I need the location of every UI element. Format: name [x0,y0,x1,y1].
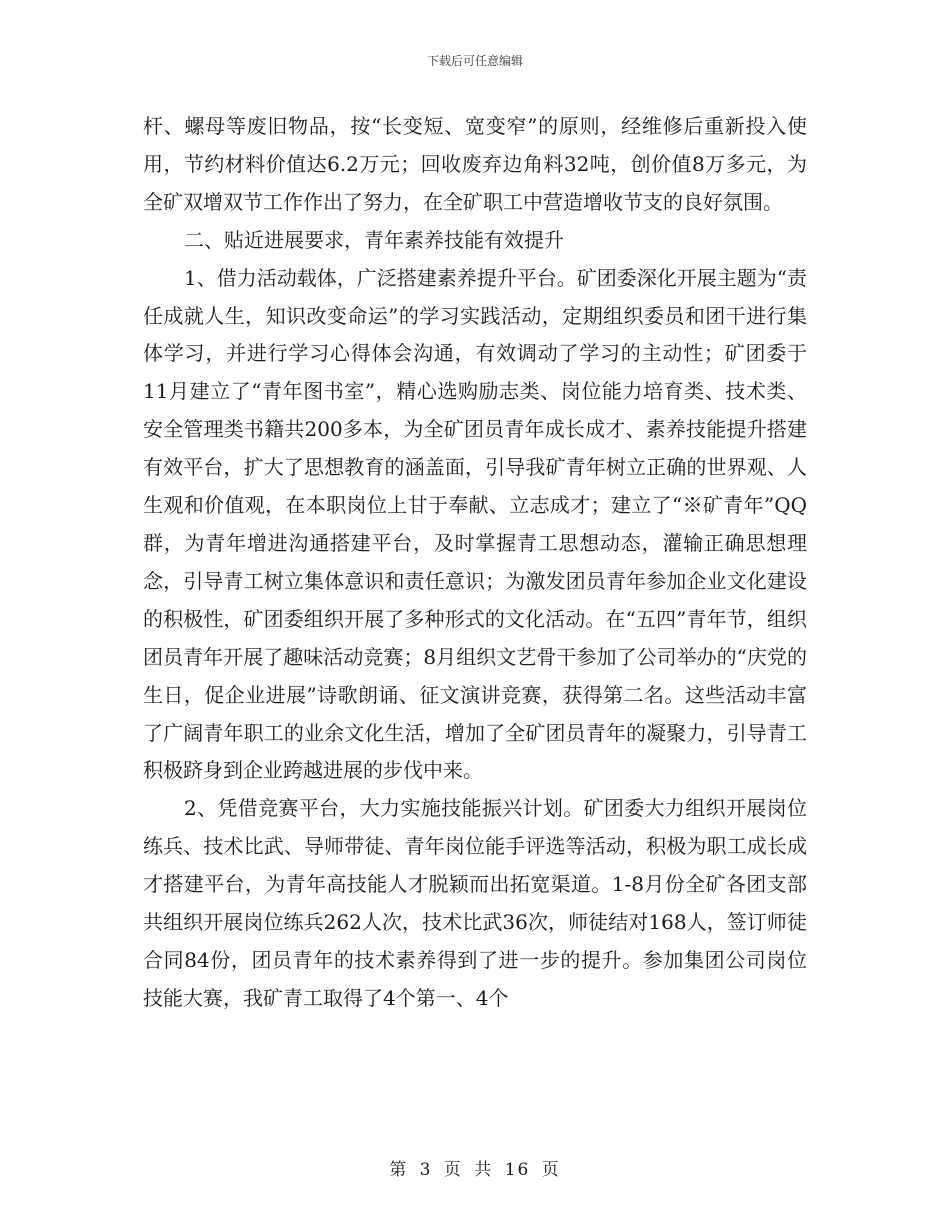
paragraph-skill-competition: 2、凭借竞赛平台，大力实施技能振兴计划。矿团委大力组织开展岗位练兵、技术比武、导师带徒、青年岗位能手评选等活动，积极为职工成长成才搭建平台，为青年高技能人才脱颖而出拓宽渠道。1-8月份全矿各团支部共组织开展岗位练兵262人次，技术比武36次，师徒结对168人，签订师徒合同84份，团员青年的技术素养得到了进一步的提升。参加集团公司岗位技能大赛，我矿青工取得了4个第一、4个 [143,796,807,1010]
document-body [143,108,807,1018]
page-header: 下载后可任意编辑 [426,54,523,68]
section-heading: 二、贴近进展要求，青年素养技能有效提升 [184,227,564,252]
paragraph-activity-platform: 1、借力活动载体，广泛搭建素养提升平台。矿团委深化开展主题为“责任成就人生，知识改变命运”的学习实践活动，定期组织委员和团干进行集体学习，并进行学习心得体会沟通，有效调动了学习的主动性；矿团委于11月建立了“青年图书室”，精心选购励志类、岗位能力培育类、技术类、安全管理类书籍共200多本，为全矿团员青年成长成才、素养技能提升搭建有效平台，扩大了思想教育的涵盖面，引导我矿青年树立正确的世界观、人生观和价值观，在本职岗位上甘于奉献、立志成才；建立了“※矿青年”QQ群，为青年增进沟通搭建平台，及时掌握青工思想动态，灌输正确思想理念，引导青工树立集体意识和责任意识；为激发团员青年参加企业文化建设的积极性，矿团委组织开展了多种形式的文化活动。在“五四”青年节，组织团员青年开展了趣味活动竞赛；8月组织文艺骨干参加了公司举办的“庆党的生日，促企业进展”诗歌朗诵、征文演讲竞赛，获得第二名。这些活动丰富了广阔青年职工的业余文化生活，增加了全矿团员青年的凝聚力，引导青工积极跻身到企业跨越进展的步伐中来。 [143,265,807,783]
page-number: 第 3 页 共 16 页 [389,1160,561,1180]
paragraph-continued: 杆、螺母等废旧物品，按“长变短、宽变窄”的原则，经维修后重新投入使用，节约材料价值达6.2万元；回收废弃边角料32吨，创价值8万多元，为全矿双增双节工作作出了努力，在全矿职工中营造增收节支的良好氛围。 [143,114,807,214]
